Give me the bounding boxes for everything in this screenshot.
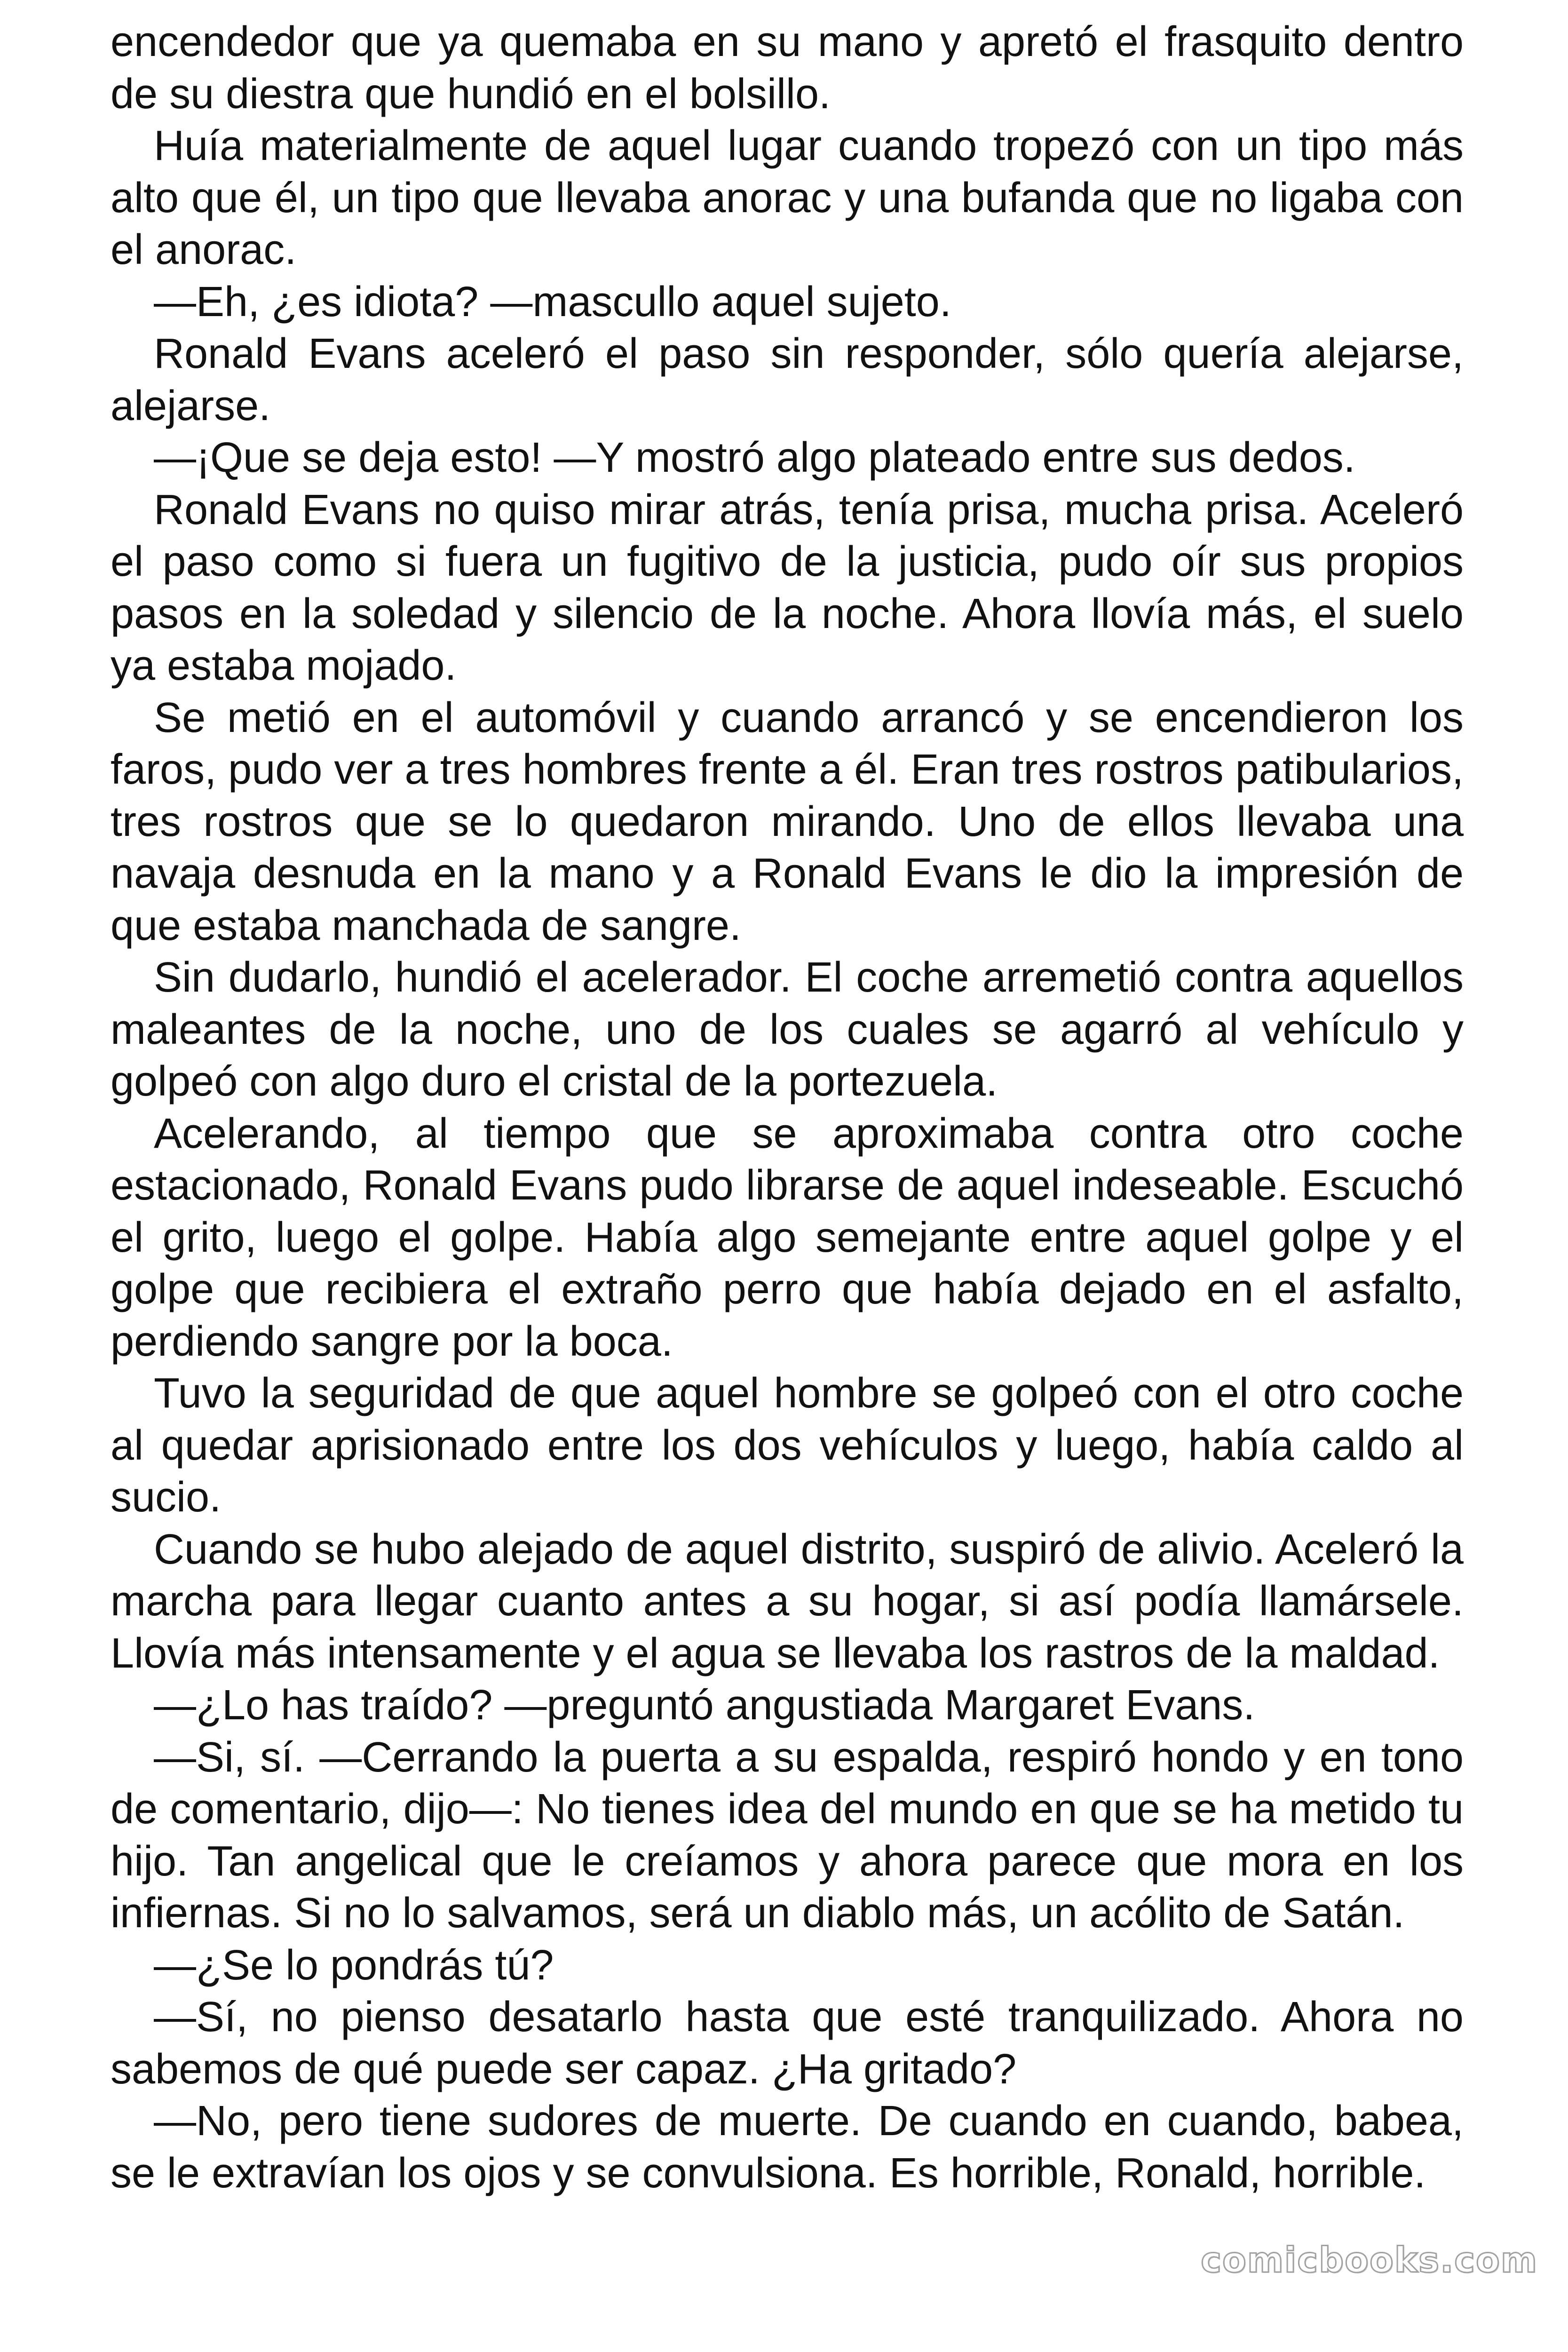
paragraph-10: Tuvo la seguridad de que aquel hombre se golpeó con el otro coche al quedar aprisionado entre los dos vehículos y luego, había caldo al sucio. bbox=[111, 1370, 1464, 1521]
paragraph-2: Huía materialmente de aquel lugar cuando tropezó con un tipo más alto que él, un tipo que llevaba anorac y una bufanda que no ligaba con el anorac. bbox=[111, 122, 1464, 273]
paragraph-9: Acelerando, al tiempo que se aproximaba contra otro coche estacionado, Ronald Evans pudo librarse de aquel indeseable. Escuchó el grito, luego el golpe. Había algo semejante entre aquel golpe y el golpe que recibiera el extraño perro que había dejado en el asfalto, perdiendo sangre por la boca. bbox=[111, 1110, 1464, 1365]
watermark-logo: comicbooks.com bbox=[1201, 2240, 1538, 2280]
paragraph-1: encendedor que ya quemaba en su mano y apretó el frasquito dentro de su diestra que hundió en el bolsillo. bbox=[111, 18, 1464, 118]
paragraph-3: —Eh, ¿es idiota? —mascullo aquel sujeto. bbox=[154, 278, 951, 326]
paragraph-14: —¿Se lo pondrás tú? bbox=[154, 1941, 554, 1989]
paragraph-15: —Sí, no pienso desatarlo hasta que esté tranquilizado. Ahora no sabemos de qué puede ser capaz. ¿Ha gritado? bbox=[111, 1994, 1464, 2093]
paragraph-12: —¿Lo has traído? —preguntó angustiada Margaret Evans. bbox=[154, 1682, 1255, 1729]
paragraph-4: Ronald Evans aceleró el paso sin responder, sólo quería alejarse, alejarse. bbox=[111, 330, 1464, 429]
paragraph-5: —¡Que se deja esto! —Y mostró algo plateado entre sus dedos. bbox=[154, 434, 1355, 481]
paragraph-6: Ronald Evans no quiso mirar atrás, tenía prisa, mucha prisa. Aceleró el paso como si fuera un fugitivo de la justicia, pudo oír sus propios pasos en la soledad y silencio de la noche. Ahora llovía más, el suelo ya estaba mojado. bbox=[111, 486, 1464, 689]
paragraph-13: —Si, sí. —Cerrando la puerta a su espalda, respiró hondo y en tono de comentario, dijo—: No tienes idea del mundo en que se ha metido tu hijo. Tan angelical que le creíamos y ahora parece que mora en los infiernas. Si no lo salvamos, será un diablo más, un acólito de Satán. bbox=[111, 1733, 1464, 1937]
paragraph-16: —No, pero tiene sudores de muerte. De cuando en cuando, babea, se le extravían los ojos y se convulsiona. Es horrible, Ronald, horrible. bbox=[111, 2098, 1464, 2197]
paragraph-11: Cuando se hubo alejado de aquel distrito, suspiró de alivio. Aceleró la marcha para llegar cuanto antes a su hogar, si así podía llamársele. Llovía más intensamente y el agua se llevaba los rastros de la maldad. bbox=[111, 1526, 1464, 1677]
paragraph-8: Sin dudarlo, hundió el acelerador. El coche arremetió contra aquellos maleantes de la noche, uno de los cuales se agarró al vehículo y golpeó con algo duro el cristal de la portezuela. bbox=[111, 954, 1464, 1105]
paragraph-7: Se metió en el automóvil y cuando arrancó y se encendieron los faros, pudo ver a tres hombres frente a él. Eran tres rostros patibularios, tres rostros que se lo quedaron mirando. Uno de ellos llevaba una navaja desnuda en la mano y a Ronald Evans le dio la impresión de que estaba manchada de sangre. bbox=[111, 694, 1464, 949]
